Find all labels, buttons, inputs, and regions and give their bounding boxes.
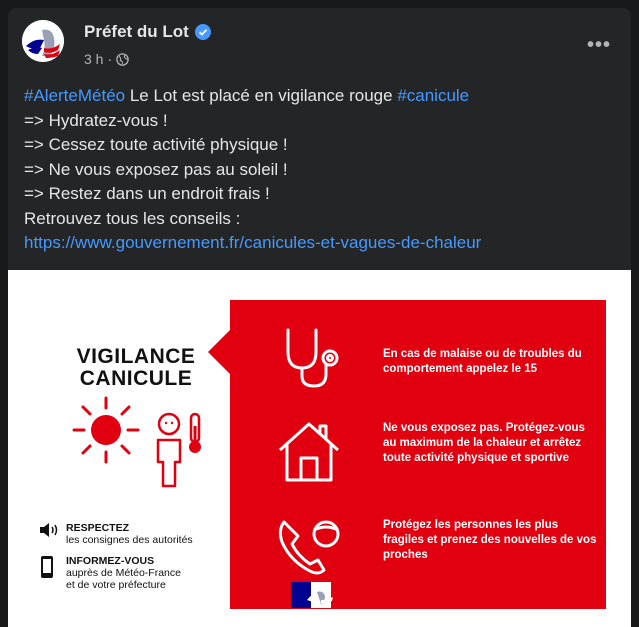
post-link[interactable]: https://www.gouvernement.fr/canicules-et-vagues-de-chaleur [24,233,482,252]
more-options-icon[interactable]: ••• [586,34,611,56]
marianne-logo [22,20,64,62]
verified-badge-icon [195,24,211,40]
post-text-line1: Le Lot est placé en vigilance rouge [125,86,398,105]
legend-inform [66,555,181,591]
republique-flag-logo [291,582,351,608]
thermometer-icon [184,412,206,456]
sun-icon [70,394,142,466]
speaker-icon [38,522,60,538]
hashtag-alertemeteo[interactable]: #AlerteMétéo [24,86,126,105]
post-text [24,84,624,256]
infographic-title [66,346,206,390]
post-text-line2: => Hydratez-vous ! [24,110,168,130]
post-text-line3: => Cessez toute activité physique ! [24,135,288,154]
legend2-title: INFORMEZ-VOUS [66,555,155,567]
advice-exposure: Ne vous exposez pas. Protégez-vous au maximum de la chaleur et arrêtez toute activité physique et sportive [383,422,585,464]
advice-emergency: En cas de malaise ou de troubles du comportement appelez le 15 [383,348,582,375]
post-meta [84,51,129,67]
post-text-line4: => Ne vous exposez pas au soleil ! [24,159,288,179]
person-icon [152,412,186,492]
author-name[interactable] [84,22,211,42]
profile-avatar[interactable] [22,20,64,62]
hashtag-canicule[interactable]: #canicule [397,86,470,105]
panel-notch [208,330,230,374]
legend-respect [66,522,193,546]
house-icon [276,420,342,484]
legend2-text2: et de votre préfecture [66,579,166,591]
stethoscope-icon [278,324,348,394]
title-line2: CANICULE [79,367,193,390]
author-name-text[interactable]: Préfet du Lot [84,22,189,41]
post-image[interactable] [8,270,631,627]
post-time[interactable]: 3 h [84,51,104,67]
post-text-line6: Retrouvez tous les conseils : [24,208,241,228]
meta-separator: · [107,51,113,67]
legend1-text: les consignes des autorités [66,534,193,546]
title-line1: VIGILANCE [76,345,196,368]
post-card [8,8,631,627]
smartphone-icon [40,555,54,579]
legend2-text1: auprès de Météo-France [66,567,181,579]
globe-icon [116,53,129,66]
republique-flag-svg [291,582,351,608]
advice-protect: Protégez les personnes les plus fragiles et prenez des nouvelles de vos proches [383,519,597,561]
phone-person-icon [276,516,348,578]
post-text-line5: => Restez dans un endroit frais ! [24,184,270,203]
legend1-title: RESPECTEZ [66,522,130,534]
